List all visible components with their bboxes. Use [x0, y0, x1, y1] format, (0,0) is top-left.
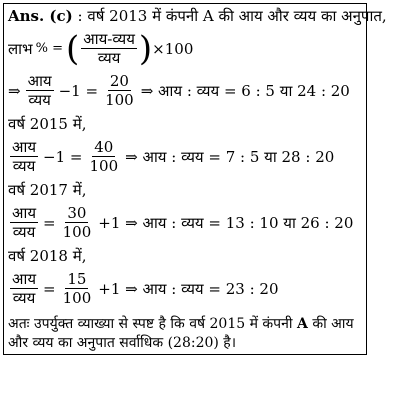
conclusion-line-2: और व्यय का अनुपात सर्वाधिक (28:20) है।: [8, 335, 237, 351]
result-2018: +1 ⇒ आय : व्यय = 23 : 20: [98, 279, 279, 298]
minus-one-equals: −1 =: [58, 81, 99, 100]
value-fraction-2015: [87, 138, 120, 175]
answer-intro: : वर्ष 2013 में कंपनी A की आय और व्यय का अनुपात,: [77, 7, 387, 25]
value-denominator: 100: [89, 157, 119, 175]
value-fraction-2018: [61, 270, 94, 307]
equation-2017: [8, 204, 356, 241]
result-2017: +1 ⇒ आय : व्यय = 13 : 10 या 26 : 20: [98, 213, 354, 232]
result-2013: ⇒ आय : व्यय = 6 : 5 या 24 : 20: [140, 81, 350, 100]
equation-2018: [8, 270, 282, 307]
minus-one-equals: −1 =: [43, 147, 83, 166]
value-fraction-2017: [61, 204, 94, 241]
right-paren: ): [138, 28, 153, 69]
solution-box: [3, 3, 387, 355]
left-paren: (: [66, 28, 80, 69]
ratio-numerator: आय: [12, 204, 37, 222]
profit-formula: [8, 30, 193, 67]
ratio-denominator: व्यय: [12, 289, 36, 307]
ratio-fraction-2013: [26, 72, 54, 109]
conclusion-text-a: अतः उपर्युक्त व्याख्या से स्पष्ट है कि वर्ष 2015 में कंपनी: [8, 316, 293, 332]
value-numerator: 40: [94, 138, 114, 156]
equation-2015: [8, 138, 337, 175]
profit-numerator: आय-व्यय: [83, 30, 135, 48]
year-2018-heading: वर्ष 2018 में,: [8, 247, 87, 265]
year-2017-heading: वर्ष 2017 में,: [8, 181, 87, 199]
percent-equals: % =: [35, 40, 63, 56]
value-fraction-2013: [103, 72, 136, 109]
equals-sign: =: [43, 279, 56, 298]
profit-fraction: [81, 30, 137, 67]
value-denominator: 100: [62, 289, 92, 307]
year-2015-heading: वर्ष 2015 में,: [8, 115, 87, 133]
value-numerator: 20: [109, 72, 129, 90]
equals-sign: =: [43, 213, 56, 232]
ratio-denominator: व्यय: [12, 157, 36, 175]
answer-label: Ans. (c): [8, 7, 73, 25]
value-denominator: 100: [105, 91, 134, 109]
ratio-numerator: आय: [27, 72, 52, 90]
value-numerator: 30: [67, 204, 87, 222]
times-hundred: ×100: [152, 39, 194, 58]
value-denominator: 100: [62, 223, 92, 241]
value-numerator: 15: [67, 270, 87, 288]
result-2015: ⇒ आय : व्यय = 7 : 5 या 28 : 20: [125, 147, 335, 166]
ratio-denominator: व्यय: [12, 223, 36, 241]
profit-label: लाभ: [8, 39, 33, 58]
equation-2013: [8, 72, 353, 109]
ratio-denominator: व्यय: [28, 91, 51, 109]
conclusion-text-b: की आय: [312, 316, 354, 332]
answer-line: [8, 7, 387, 25]
implies-arrow: ⇒: [8, 81, 21, 100]
ratio-numerator: आय: [12, 138, 37, 156]
ratio-numerator: आय: [12, 270, 37, 288]
company-name: A: [296, 316, 308, 332]
conclusion-line-1: [8, 315, 354, 333]
ratio-fraction-2017: [10, 204, 38, 241]
ratio-fraction-2015: [10, 138, 38, 175]
ratio-fraction-2018: [10, 270, 38, 307]
profit-denominator: व्यय: [97, 49, 121, 67]
